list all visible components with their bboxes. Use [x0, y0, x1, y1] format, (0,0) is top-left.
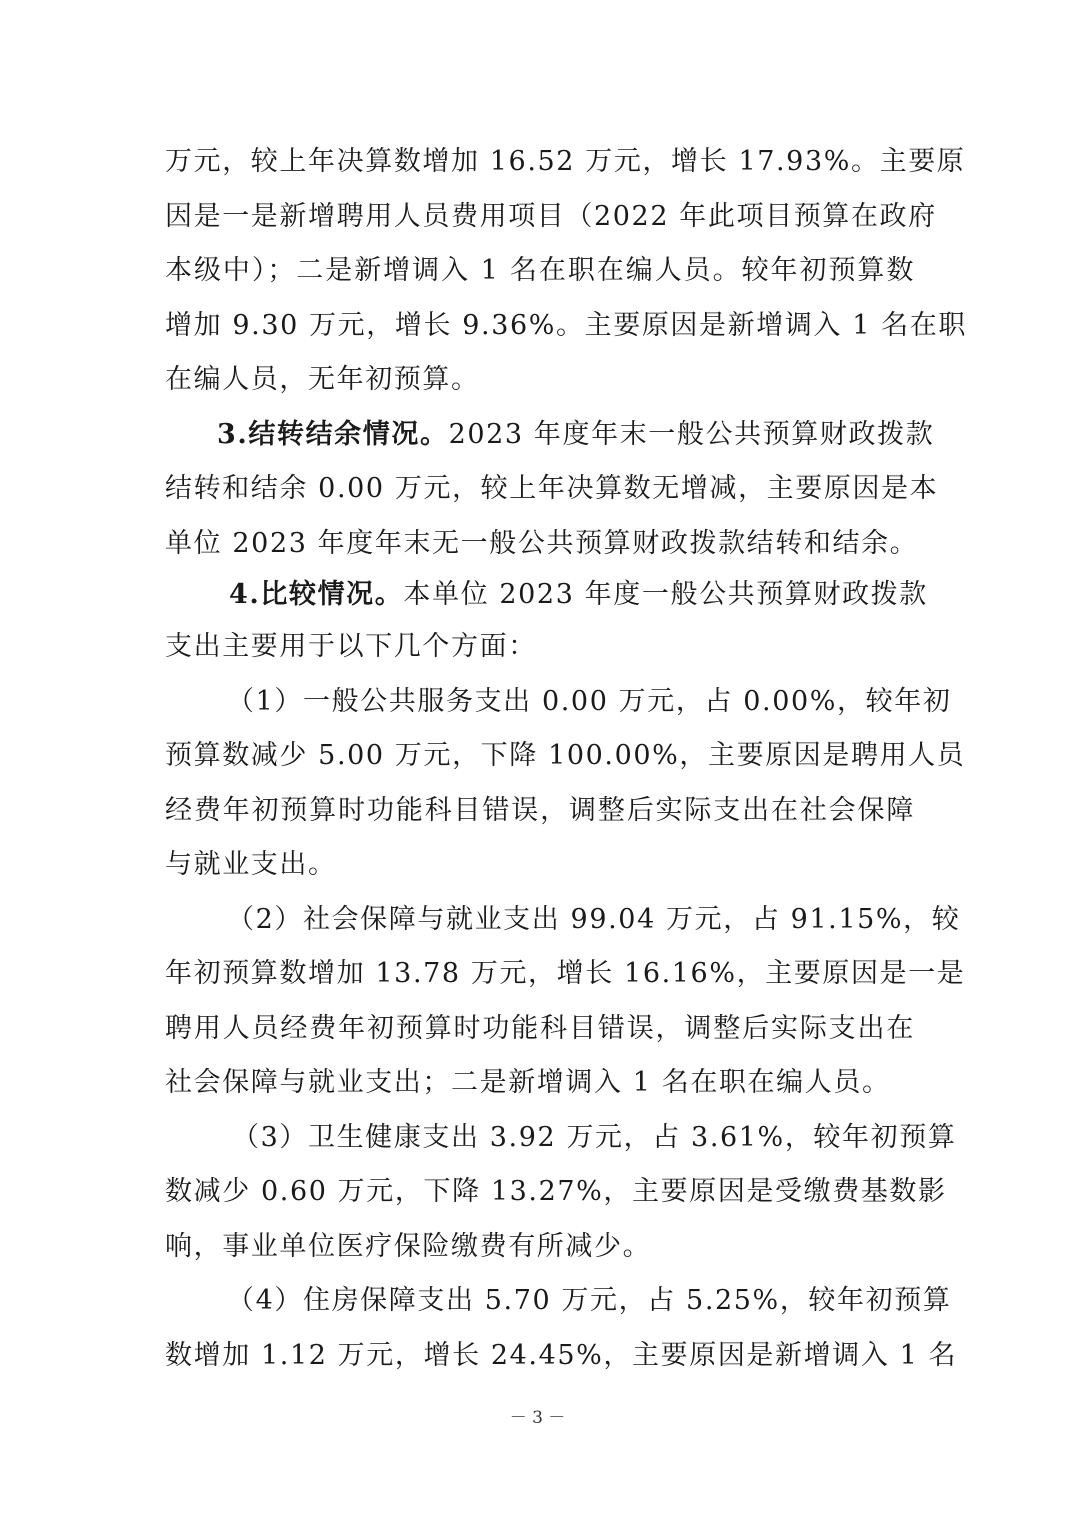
section-heading-line	[229, 570, 928, 620]
body-text-line: 与就业支出。	[165, 849, 337, 880]
section-heading-line	[217, 410, 935, 460]
body-text-line: （1）一般公共服务支出 0.00 万元，占 0.00%，较年初	[227, 686, 952, 717]
body-text-line: 本单位 2023 年度一般公共预算财政拨款	[403, 579, 928, 610]
body-text-line: 单位 2023 年度年末无一般公共预算财政拨款结转和结余。	[165, 528, 919, 559]
body-text-line: 社会保障与就业支出；二是新增调入 1 名在职在编人员。	[165, 1067, 891, 1098]
body-text-line: 支出主要用于以下几个方面：	[165, 631, 537, 662]
body-text-line: 预算数减少 5.00 万元，下降 100.00%，主要原因是聘用人员	[165, 740, 966, 771]
body-text-line: 本级中）；二是新增调入 1 名在职在编人员。较年初预算数	[165, 255, 915, 286]
section-heading: 3.结转结余情况。	[217, 419, 449, 450]
body-text-line: 结转和结余 0.00 万元，较上年决算数无增减，主要原因是本	[165, 473, 939, 504]
body-text-line: 数增加 1.12 万元，增长 24.45%，主要原因是新增调入 1 名	[165, 1340, 958, 1371]
body-text-line: 万元，较上年决算数增加 16.52 万元，增长 17.93%。主要原	[165, 146, 966, 177]
page-number: － 3 －	[509, 1408, 566, 1428]
body-text-line: 因是一是新增聘用人员费用项目（2022 年此项目预算在政府	[165, 201, 937, 232]
body-text-line: （2）社会保障与就业支出 99.04 万元，占 91.15%，较	[227, 904, 961, 935]
section-heading: 4.比较情况。	[229, 579, 404, 610]
body-text-line: 增加 9.30 万元，增长 9.36%。主要原因是新增调入 1 名在职	[165, 310, 967, 341]
body-text-line: 年初预算数增加 13.78 万元，增长 16.16%，主要原因是一是	[165, 958, 966, 989]
body-text-line: （3）卫生健康支出 3.92 万元，占 3.61%，较年初预算	[232, 1122, 957, 1153]
body-text-line: 经费年初预算时功能科目错误，调整后实际支出在社会保障	[165, 795, 915, 826]
body-text-line: 聘用人员经费年初预算时功能科目错误，调整后实际支出在	[165, 1013, 915, 1044]
body-text-line: 数减少 0.60 万元，下降 13.27%，主要原因是受缴费基数影	[165, 1176, 947, 1207]
body-text-line: 响，事业单位医疗保险缴费有所减少。	[165, 1231, 652, 1262]
body-text-line: 2023 年度年末一般公共预算财政拨款	[448, 419, 935, 450]
body-text-line: 在编人员，无年初预算。	[165, 364, 480, 395]
body-text-line: （4）住房保障支出 5.70 万元，占 5.25%，较年初预算	[227, 1285, 952, 1316]
